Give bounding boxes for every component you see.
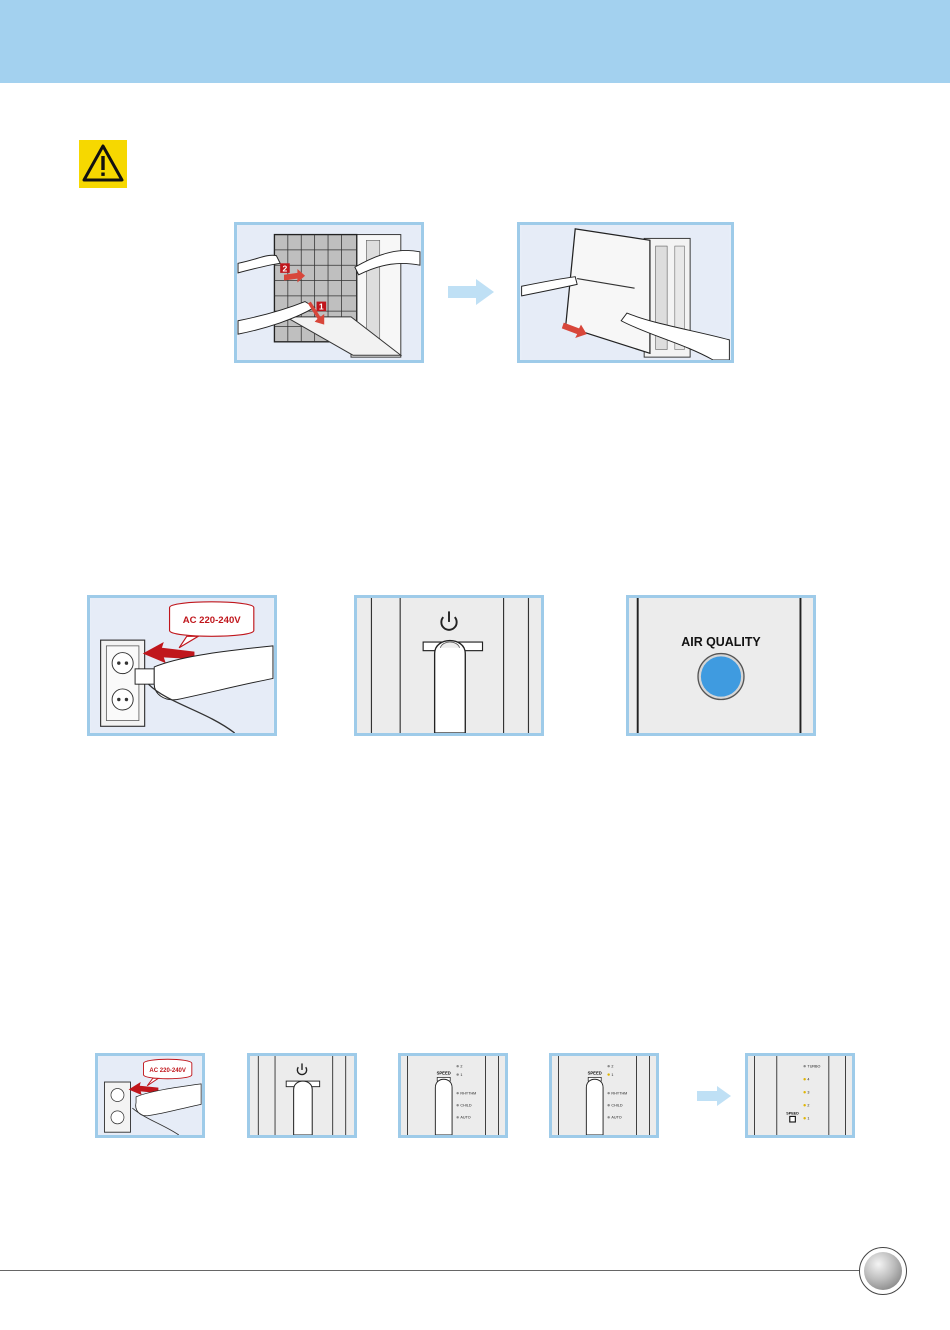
- speed-button-figure-b: [549, 1053, 659, 1138]
- arrow-right-icon-small: [697, 1086, 731, 1106]
- result-item-0: TURBO: [807, 1064, 821, 1069]
- front-cover-figure: [517, 222, 734, 363]
- speed-item-b-2: RHYTHM: [611, 1091, 628, 1096]
- power-button-figure: [354, 595, 544, 736]
- air-quality-indicator: [701, 656, 741, 696]
- result-speed-label: SPEED: [786, 1111, 799, 1116]
- plug-in-figure: [87, 595, 277, 736]
- power-button-small-figure: [247, 1053, 357, 1138]
- header-band: [0, 0, 950, 83]
- result-item-2: 3: [807, 1090, 810, 1095]
- filter-install-figure: [234, 222, 424, 363]
- step-badge-2-label: 2: [282, 263, 288, 274]
- speed-item-b-1: 1: [611, 1072, 614, 1077]
- speed-item-a-4: AUTO: [460, 1115, 471, 1120]
- speed-item-b-0: 2: [611, 1064, 614, 1069]
- speed-item-a-2: RHYTHM: [460, 1091, 477, 1096]
- voltage-label-small: AC 220-240V: [149, 1067, 186, 1074]
- page-number-badge: [859, 1247, 907, 1295]
- speed-label-a: SPEED: [436, 1070, 451, 1076]
- speed-item-a-3: CHILD: [460, 1103, 472, 1108]
- speed-item-a-0: 2: [460, 1064, 463, 1069]
- plug-in-small-figure: [95, 1053, 205, 1138]
- speed-label-b: SPEED: [587, 1070, 602, 1076]
- warning-triangle-icon: [79, 140, 127, 188]
- footer-rule: [0, 1270, 860, 1271]
- voltage-label: AC 220-240V: [182, 614, 241, 626]
- result-item-4: 1: [807, 1116, 810, 1121]
- result-item-1: 4: [807, 1077, 810, 1082]
- air-quality-figure: [626, 595, 816, 736]
- speed-item-a-1: 1: [460, 1072, 463, 1077]
- result-item-3: 2: [807, 1103, 810, 1108]
- speed-item-b-3: CHILD: [611, 1103, 623, 1108]
- air-quality-label: AIR QUALITY: [681, 634, 761, 649]
- speed-button-figure-a: [398, 1053, 508, 1138]
- arrow-right-icon: [448, 279, 494, 305]
- speed-result-figure: [745, 1053, 855, 1138]
- speed-item-b-4: AUTO: [611, 1115, 622, 1120]
- step-badge-1-label: 1: [318, 301, 324, 312]
